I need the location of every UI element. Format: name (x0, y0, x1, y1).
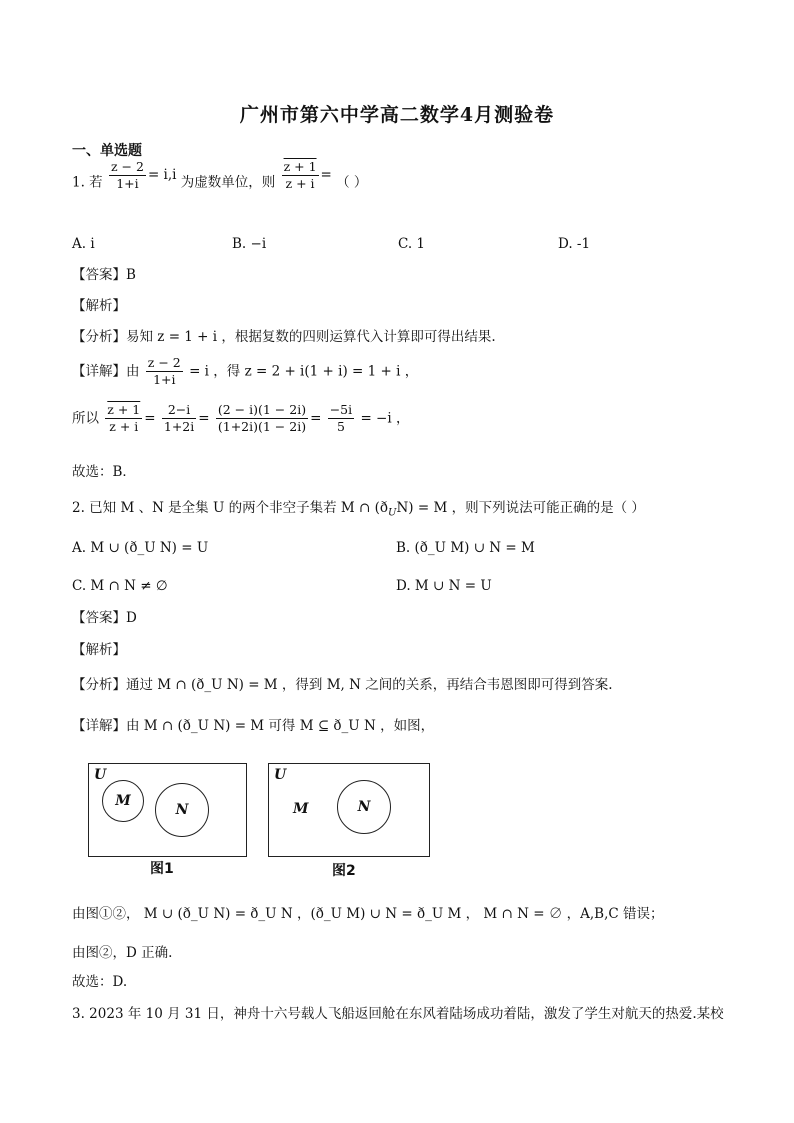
q1-mid-text: 为虚数单位，则 (180, 174, 276, 191)
q1-detail-numerator: z − 2 (147, 355, 181, 370)
q1-so-f4-den: 5 (336, 419, 345, 434)
q1-ask-denominator: z + i (285, 176, 315, 191)
q2-stem-sub: U (388, 507, 397, 519)
venn1-m-label: M (115, 793, 131, 809)
q2-option-b: B. (ð_U M) ∪ N = M (396, 540, 535, 556)
q1-so-f3-den: (1+2i)(1 − 2i) (217, 419, 307, 434)
q1-so-f1-den: z + i (109, 419, 139, 434)
q1-so-f3-num: (2 − i)(1 − 2i) (216, 402, 308, 419)
q2-jiexi: 【解析】 (72, 642, 126, 658)
q1-analysis: 【分析】易知 z = 1 + i ，根据复数的四则运算代入计算即可得出结果. (72, 329, 496, 345)
q1-so-line (72, 402, 409, 435)
q1-condition-fraction (109, 159, 146, 192)
q2-option-a: A. M ∪ (ð_U N) = U (72, 540, 209, 556)
venn1-set-n (155, 783, 209, 837)
q1-so-prefix: 所以 (72, 410, 99, 427)
q1-ask-rhs: = (320, 166, 332, 183)
page-title: 广州市第六中学高二数学4月测验卷 (239, 104, 555, 126)
q1-detail-denominator: 1+i (153, 372, 176, 387)
q1-option-a: A. i (72, 236, 95, 252)
q1-option-d: D. -1 (558, 236, 591, 252)
q1-so-f4-num: −5i (329, 402, 353, 417)
venn2-universe-label: U (274, 767, 287, 783)
q1-so-f2-num: 2−i (162, 402, 196, 419)
q3-stem: 3. 2023 年 10 月 31 日，神舟十六号载人飞船返回舱在东风着陆场成功着陆，激发了学生对航天的热爱.某校 (72, 1006, 724, 1022)
venn2-n-label: N (357, 799, 371, 815)
q1-detail-prefix: 【详解】由 (72, 363, 140, 380)
q2-from-figures: 由图①②， M ∪ (ð_U N) = ð_U N ，(ð_U M) ∪ N = ð_U M ， M ∩ N = ∅ ，A,B,C 错误； (72, 906, 664, 922)
q2-option-d: D. M ∪ N = U (396, 578, 492, 594)
q2-analysis: 【分析】通过 M ∩ (ð_U N) = M ，得到 M, N 之间的关系，再结合韦恩图即可得到答案. (72, 677, 613, 693)
venn-figure-2 (268, 763, 430, 857)
q2-answer: 【答案】D (72, 610, 137, 626)
q1-cond-numerator: z − 2 (110, 159, 144, 174)
q1-ask-fraction (282, 159, 319, 192)
q1-so-fraction-1 (105, 402, 142, 435)
q1-so-fraction-3 (216, 402, 308, 435)
q1-cond-denominator: 1+i (116, 176, 139, 191)
venn2-caption: 图2 (332, 863, 356, 879)
q1-so-eq-1: = (144, 410, 156, 427)
q2-stem-rest: N) = M ，则下列说法可能正确的是（ ） (396, 500, 645, 516)
venn2-set-n (337, 780, 391, 834)
section-heading: 一、单选题 (72, 143, 142, 159)
q1-so-f1-num: z + 1 (107, 402, 141, 417)
q1-cond-rhs: = i,i (147, 166, 177, 183)
q1-so-eq-3: = (310, 410, 322, 427)
q1-so-fraction-2 (162, 402, 196, 435)
venn2-m-label: M (293, 801, 309, 817)
q2-stem-text: 2. 已知 M 、N 是全集 U 的两个非空子集若 M ∩ (ð (72, 500, 389, 516)
q1-so-end: = −i ， (360, 410, 410, 427)
q1-so-f2-den: 1+2i (163, 419, 195, 434)
q1-so-fraction-4 (328, 402, 354, 435)
q1-paren: （ ） (336, 174, 368, 191)
venn1-caption: 图1 (150, 861, 174, 877)
q1-detail-rest: = i ，得 z = 2 + i(1 + i) = 1 + i ， (189, 363, 419, 380)
q2-detail: 【详解】由 M ∩ (ð_U N) = M 可得 M ⊆ ð_U N ，如图， (72, 718, 435, 734)
q1-option-c: C. 1 (398, 236, 426, 252)
venn1-universe-label: U (94, 767, 107, 783)
q1-ask-numerator: z + 1 (283, 159, 317, 174)
q1-so-eq-2: = (198, 410, 210, 427)
q2-choose: 故选：D. (72, 974, 128, 990)
q1-detail (72, 355, 418, 388)
q1-answer: 【答案】B (72, 267, 136, 283)
venn1-n-label: N (175, 802, 189, 818)
q1-detail-fraction (146, 355, 183, 388)
q2-from-figure-2: 由图②，D 正确. (72, 945, 173, 961)
q1-choose: 故选：B． (72, 464, 136, 480)
q1-option-b: B. −i (232, 236, 267, 252)
q2-stem (72, 498, 645, 524)
q1-jiexi: 【解析】 (72, 298, 126, 314)
venn1-set-m (102, 780, 144, 822)
venn-figure-1 (88, 763, 247, 857)
q1-prefix: 1. 若 (72, 174, 103, 191)
q1-stem (72, 159, 368, 193)
q2-option-c: C. M ∩ N ≠ ∅ (72, 578, 168, 594)
